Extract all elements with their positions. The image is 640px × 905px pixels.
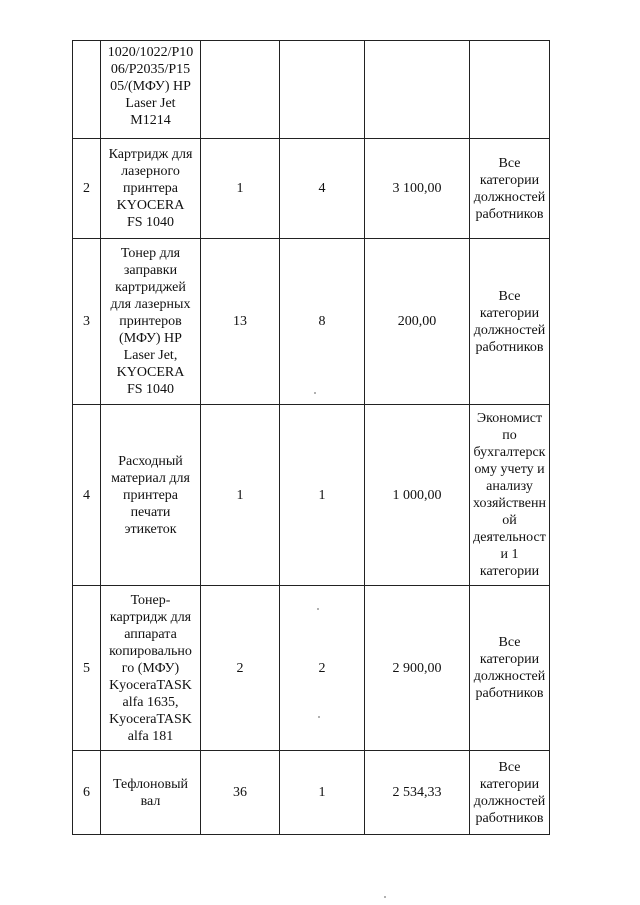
row-number-cell: 3	[73, 239, 101, 405]
norm-cell: 2	[280, 586, 365, 751]
item-name-cell: Картридж для лазерного принтера KYOCERA FS 1040	[101, 139, 201, 239]
price-cell: 200,00	[365, 239, 470, 405]
scan-speck	[314, 392, 316, 394]
price-cell: 3 100,00	[365, 139, 470, 239]
item-name-cell: Расходный материал для принтера печати этикеток	[101, 405, 201, 586]
table-row	[73, 41, 550, 139]
price-cell: 2 534,33	[365, 751, 470, 835]
item-name-cell: Тонер- картридж для аппарата копировально го (МФУ) KyoceraTASK alfa 1635, KyoceraTASK alfa 181	[101, 586, 201, 751]
price-cell	[365, 41, 470, 139]
price-cell: 2 900,00	[365, 586, 470, 751]
category-cell: Все категории должностей работников	[470, 586, 550, 751]
category-cell: Все категории должностей работников	[470, 139, 550, 239]
norm-cell: 8	[280, 239, 365, 405]
quantity-cell: 1	[201, 405, 280, 586]
norm-cell: 1	[280, 405, 365, 586]
category-cell: Все категории должностей работников	[470, 751, 550, 835]
category-cell	[470, 41, 550, 139]
category-cell: Все категории должностей работников	[470, 239, 550, 405]
quantity-cell: 1	[201, 139, 280, 239]
item-name-cell: 1020/1022/P10 06/P2035/P15 05/(МФУ) HP Laser Jet M1214	[101, 41, 201, 139]
scan-speck	[318, 716, 320, 718]
price-cell: 1 000,00	[365, 405, 470, 586]
table-row	[73, 239, 550, 405]
norm-cell	[280, 41, 365, 139]
norm-cell: 1	[280, 751, 365, 835]
table-row	[73, 751, 550, 835]
scan-speck	[317, 608, 319, 610]
row-number-cell	[73, 41, 101, 139]
quantity-cell: 13	[201, 239, 280, 405]
supplies-table	[72, 40, 550, 835]
category-cell: Экономист по бухгалтерск ому учету и анализу хозяйственн ой деятельност и 1 категории	[470, 405, 550, 586]
item-name-cell: Тонер для заправки картриджей для лазерных принтеров (МФУ) HP Laser Jet, KYOCERA FS 1040	[101, 239, 201, 405]
scan-speck	[384, 896, 386, 898]
table-row	[73, 139, 550, 239]
row-number-cell: 6	[73, 751, 101, 835]
quantity-cell: 36	[201, 751, 280, 835]
norm-cell: 4	[280, 139, 365, 239]
quantity-cell	[201, 41, 280, 139]
table-row	[73, 586, 550, 751]
item-name-cell: Тефлоновый вал	[101, 751, 201, 835]
table-row	[73, 405, 550, 586]
row-number-cell: 4	[73, 405, 101, 586]
quantity-cell: 2	[201, 586, 280, 751]
row-number-cell: 5	[73, 586, 101, 751]
row-number-cell: 2	[73, 139, 101, 239]
